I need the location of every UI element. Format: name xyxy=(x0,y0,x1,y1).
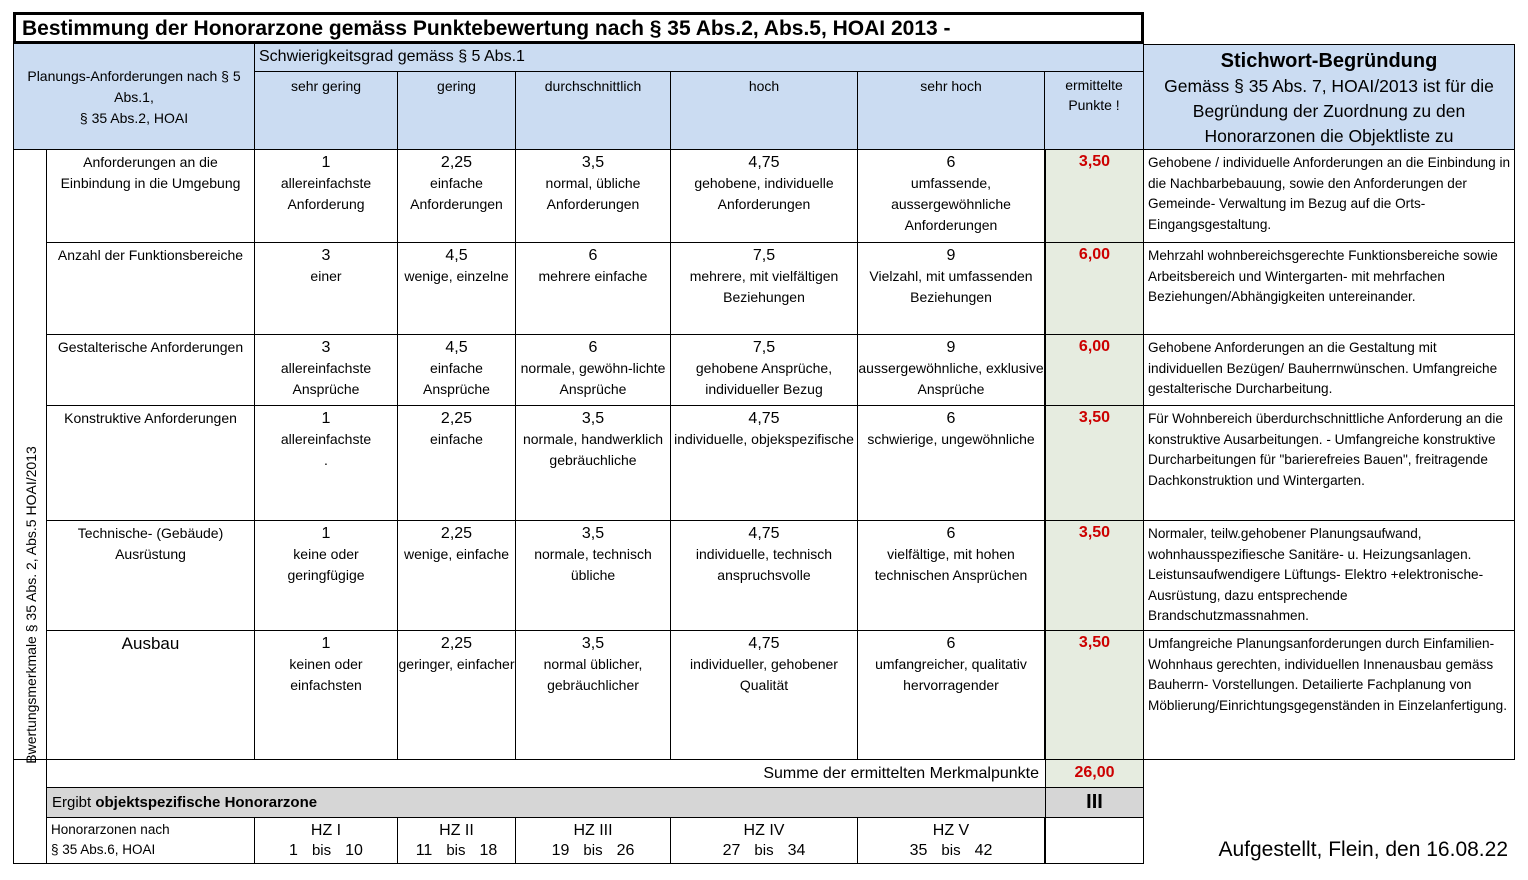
score-value: 3,5 xyxy=(581,410,605,427)
fee-zone-from: 27 xyxy=(722,842,741,859)
score-description: einfache Anforderungen xyxy=(410,175,503,212)
justification-cell xyxy=(1144,521,1515,631)
score-description: allereinfachste Ansprüche xyxy=(280,360,372,397)
score-value: 4,75 xyxy=(748,635,780,652)
score-value: 3,5 xyxy=(581,525,605,542)
score-description: keinen oder einfachsten xyxy=(289,656,363,693)
difficulty-column-label: sehr gering xyxy=(290,78,362,94)
zones-label: Honorarzonen nach § 35 Abs.6, HOAI xyxy=(51,822,170,857)
sum-value-cell xyxy=(1045,760,1144,788)
justification-cell xyxy=(1144,406,1515,521)
score-description: wenige, einfache xyxy=(403,546,510,562)
fee-zone-cell xyxy=(671,818,858,864)
score-description: schwierige, ungewöhnliche xyxy=(867,431,1035,447)
score-cell xyxy=(671,335,858,406)
fee-zone-name: HZ IV xyxy=(743,822,785,839)
justification-text: Normaler, teilw.gehobener Planungsaufwand, wohnhausspezifiesche Sanitäre- u. Heizungsanlagen. Leistunsaufwendigere Lüftungs- Elektro +elektronische-Ausrüstung, dazu entsprechende Brandschutzmassnahmen. xyxy=(1148,526,1484,624)
score-description: gehobene, individuelle Anforderungen xyxy=(694,175,834,212)
points-cell xyxy=(1045,406,1144,521)
score-description: mehrere einfache xyxy=(538,268,648,284)
justification-text: Gehobene / individuelle Anforderungen an die Einbindung in die Nachbarbebauung, sowie den Anforderungen der Gemeinde- Verwaltung im Bezug auf die Orts-Eingangsgestaltung. xyxy=(1148,155,1511,232)
fee-zone-range xyxy=(671,841,857,861)
score-cell xyxy=(671,406,858,521)
score-cell xyxy=(398,150,516,243)
fee-zone-cell xyxy=(398,818,516,864)
points-value: 6,00 xyxy=(1078,338,1111,355)
fee-zone-to: 10 xyxy=(345,842,363,859)
points-cell xyxy=(1045,631,1144,760)
fee-zone-range-word: bis xyxy=(583,842,603,859)
score-description: individueller, gehobener Qualität xyxy=(690,656,838,693)
score-cell xyxy=(858,631,1045,760)
score-description: Vielzahl, mit umfassenden Beziehungen xyxy=(869,268,1033,305)
fee-zone-range-word: bis xyxy=(754,842,774,859)
justification-cell xyxy=(1144,631,1515,760)
criterion-cell xyxy=(47,406,255,521)
score-cell xyxy=(398,406,516,521)
result-value: III xyxy=(1086,791,1103,813)
fee-zone-range-word: bis xyxy=(446,842,466,859)
score-value: 4,75 xyxy=(748,154,780,171)
summary-left-spacer xyxy=(13,760,47,864)
score-value: 4,75 xyxy=(748,410,780,427)
score-cell xyxy=(255,521,398,631)
score-cell xyxy=(516,243,671,335)
justification-text: Für Wohnbereich überdurchschnittliche Anforderung an die konstruktive Ausarbeitungen. - Umfangreiche konstruktive Durcharbeitungen für "barierefreies Bauen", freitragende Dachkonstruktion und Wintergarten. xyxy=(1148,411,1503,488)
score-description: normale, technisch übliche xyxy=(534,546,652,583)
score-description: umfangreicher, qualitativ hervorragender xyxy=(875,656,1027,693)
score-cell xyxy=(516,406,671,521)
justification-text: Mehrzahl wohnbereichsgerechte Funktionsbereiche sowie Arbeitsbereich und Wintergarten- mit mehrfachen Beziehungen/Abhängigkeiten untereinander. xyxy=(1148,248,1498,305)
score-description: wenige, einzelne xyxy=(404,268,509,284)
fee-zone-range xyxy=(516,841,670,861)
score-cell xyxy=(671,521,858,631)
score-value: 7,5 xyxy=(752,247,776,264)
score-description: allereinfachste Anforderung xyxy=(280,175,372,212)
vertical-criteria-label: Bwertungsmerkmale § 35 Abs. 2, Abs.5 HOAI/2013 xyxy=(23,446,39,764)
fee-zone-from: 19 xyxy=(551,842,570,859)
score-description: aussergewöhnliche, exklusive Ansprüche xyxy=(858,360,1044,397)
difficulty-column-header xyxy=(398,72,516,150)
score-description: umfassende, aussergewöhnliche Anforderungen xyxy=(891,175,1011,233)
score-value: 2,25 xyxy=(440,635,473,652)
difficulty-column-header xyxy=(516,72,671,150)
score-value: 4,5 xyxy=(445,247,468,264)
criterion-cell xyxy=(47,150,255,243)
points-value: 6,00 xyxy=(1078,246,1111,263)
justification-text: Gehobene Anforderungen an die Gestaltung mit individuellen Bezügen/ Bauherrnwünschen. Umfangreiche gestalterische Durcharbeitung. xyxy=(1148,340,1498,397)
score-value: 2,25 xyxy=(440,525,473,542)
fee-zone-cell xyxy=(516,818,671,864)
score-cell xyxy=(516,521,671,631)
fee-zone-to: 34 xyxy=(787,842,806,859)
zones-label-cell xyxy=(47,818,255,864)
score-value: 9 xyxy=(946,339,956,356)
score-description: einer xyxy=(310,268,342,284)
score-value: 3,5 xyxy=(581,635,605,652)
score-cell xyxy=(671,150,858,243)
score-cell xyxy=(398,335,516,406)
score-description: individuelle, technisch anspruchsvolle xyxy=(695,546,833,583)
score-value: 3 xyxy=(321,339,331,356)
difficulty-column-header xyxy=(858,72,1045,150)
planning-requirements-header xyxy=(13,44,255,150)
justification-text: Umfangreiche Planungsanforderungen durch Einfamilien-Wohnhaus gerechten, individuellen Innenausbau gemäss Bauherrn- Vorstellungen. Detailierte Fachplanung von Möblierung/Einrichtungsgegenständen in Einzelanfertigung. xyxy=(1148,636,1507,713)
criterion-label: Ausbau xyxy=(121,634,180,653)
score-description: geringer, einfacher xyxy=(398,656,515,672)
criterion-cell xyxy=(47,243,255,335)
sum-label: Summe der ermittelten Merkmalpunkte xyxy=(763,765,1039,782)
score-cell xyxy=(255,631,398,760)
points-value: 3,50 xyxy=(1078,634,1111,651)
points-value: 3,50 xyxy=(1078,153,1111,170)
score-cell xyxy=(858,335,1045,406)
vertical-criteria-label-cell xyxy=(13,150,47,764)
criterion-label: Gestalterische Anforderungen xyxy=(57,339,244,355)
points-column-header xyxy=(1045,72,1144,150)
criterion-label: Anforderungen an die Einbindung in die Umgebung xyxy=(60,154,241,191)
score-value: 6 xyxy=(588,339,598,356)
score-cell xyxy=(516,150,671,243)
justification-cell xyxy=(1144,150,1515,243)
score-value: 1 xyxy=(321,410,331,427)
score-description: individuelle, objekspezifische xyxy=(674,431,854,447)
score-cell xyxy=(398,521,516,631)
score-value: 2,25 xyxy=(440,154,473,171)
score-cell xyxy=(255,335,398,406)
zones-points-spacer xyxy=(1045,818,1144,864)
result-label-line xyxy=(47,788,1045,817)
score-cell xyxy=(255,406,398,521)
fee-zone-to: 42 xyxy=(974,842,993,859)
points-cell xyxy=(1045,521,1144,631)
criterion-label: Anzahl der Funktionsbereiche xyxy=(57,247,244,263)
justification-header xyxy=(1144,44,1515,150)
fee-zone-range xyxy=(255,841,397,861)
sum-value: 26,00 xyxy=(1074,764,1115,781)
score-cell xyxy=(671,631,858,760)
result-label: objektspezifische Honorarzone xyxy=(95,794,318,811)
fee-zone-from: 11 xyxy=(415,842,433,859)
score-value: 6 xyxy=(946,154,956,171)
justification-cell xyxy=(1144,243,1515,335)
score-description: normale, gewöhn-lichte Ansprüche xyxy=(520,360,666,397)
score-description: keine oder geringfügige xyxy=(287,546,365,583)
fee-zone-range-word: bis xyxy=(941,842,961,859)
justification-cell xyxy=(1144,335,1515,406)
score-description: normal, übliche Anforderungen xyxy=(545,175,641,212)
points-cell xyxy=(1045,335,1144,406)
score-value: 6 xyxy=(946,525,956,542)
footer-signature-line: Aufgestellt, Flein, den 16.08.22 xyxy=(1218,838,1508,861)
score-description: normal üblicher, gebräuchlicher xyxy=(543,656,643,693)
fee-zone-name: HZ III xyxy=(573,822,613,839)
score-description: normale, handwerklich gebräuchliche xyxy=(522,431,664,468)
score-value: 1 xyxy=(321,154,331,171)
points-value: 3,50 xyxy=(1078,409,1111,426)
difficulty-column-header xyxy=(671,72,858,150)
justification-intro: Gemäss § 35 Abs. 7, HOAI/2013 ist für die Begründung der Zuordnung zu den Honorarzonen die Objektliste zu xyxy=(1164,76,1494,146)
planning-requirements-label: Planungs-Anforderungen nach § 5 Abs.1, § 35 Abs.2, HOAI xyxy=(27,68,241,126)
score-value: 3 xyxy=(321,247,331,264)
score-value: 1 xyxy=(321,635,331,652)
score-cell xyxy=(858,150,1045,243)
difficulty-label: Schwierigkeitsgrad gemäss § 5 Abs.1 xyxy=(259,48,525,65)
score-cell xyxy=(255,243,398,335)
result-value-cell xyxy=(1045,788,1144,818)
score-value: 7,5 xyxy=(752,339,776,356)
score-cell xyxy=(516,335,671,406)
difficulty-column-header xyxy=(255,72,398,150)
score-cell xyxy=(858,406,1045,521)
score-description: gehobene Ansprüche, individueller Bezug xyxy=(695,360,833,397)
result-row xyxy=(47,788,1045,818)
score-value: 1 xyxy=(321,525,331,542)
score-value: 6 xyxy=(588,247,598,264)
score-description: einfache xyxy=(430,431,483,447)
difficulty-column-label: gering xyxy=(437,78,476,94)
criterion-cell xyxy=(47,335,255,406)
difficulty-column-label: hoch xyxy=(748,78,780,94)
justification-heading: Stichwort-Begründung xyxy=(1220,50,1438,72)
fee-zone-name: HZ I xyxy=(310,822,342,839)
score-cell xyxy=(858,243,1045,335)
score-value: 4,75 xyxy=(748,525,780,542)
score-cell xyxy=(398,631,516,760)
fee-zone-range xyxy=(398,841,515,861)
points-cell xyxy=(1045,243,1144,335)
fee-zone-name: HZ II xyxy=(439,822,474,839)
criterion-label: Konstruktive Anforderungen xyxy=(64,410,237,426)
result-prefix: Ergibt xyxy=(52,794,96,811)
difficulty-column-label: sehr hoch xyxy=(920,78,982,94)
points-cell xyxy=(1045,150,1144,243)
criterion-cell xyxy=(47,631,255,760)
fee-zone-range xyxy=(858,841,1044,861)
fee-zone-name: HZ V xyxy=(932,822,970,839)
fee-zone-cell xyxy=(858,818,1045,864)
fee-zone-from: 35 xyxy=(909,842,928,859)
score-description: vielfältige, mit hohen technischen Ansprüchen xyxy=(874,546,1028,583)
fee-zone-cell xyxy=(255,818,398,864)
difficulty-column-label: durchschnittlich xyxy=(544,78,642,94)
score-value: 3,5 xyxy=(581,154,605,171)
score-value: 2,25 xyxy=(440,410,473,427)
points-column-label: ermittelte Punkte ! xyxy=(1065,77,1123,113)
page-title: Bestimmung der Honorarzone gemäss Punktebewertung nach § 35 Abs.2, Abs.5, HOAI 2013 - xyxy=(13,12,1144,44)
fee-zone-to: 26 xyxy=(616,842,635,859)
fee-zone-from: 1 xyxy=(289,842,298,859)
fee-zone-range-word: bis xyxy=(311,842,332,859)
sum-row xyxy=(47,760,1045,788)
score-description: allereinfachste . xyxy=(280,431,372,468)
points-value: 3,50 xyxy=(1078,524,1111,541)
score-cell xyxy=(516,631,671,760)
score-cell xyxy=(398,243,516,335)
score-value: 9 xyxy=(946,247,956,264)
score-cell xyxy=(858,521,1045,631)
score-value: 6 xyxy=(946,635,956,652)
score-description: einfache Ansprüche xyxy=(423,360,490,397)
score-value: 6 xyxy=(946,410,956,427)
difficulty-header xyxy=(255,44,1144,72)
criterion-label: Technische- (Gebäude) Ausrüstung xyxy=(77,525,224,562)
score-value: 4,5 xyxy=(445,339,468,356)
score-description: mehrere, mit vielfältigen Beziehungen xyxy=(689,268,839,305)
score-cell xyxy=(671,243,858,335)
fee-zone-to: 18 xyxy=(479,842,498,859)
criterion-cell xyxy=(47,521,255,631)
score-cell xyxy=(255,150,398,243)
